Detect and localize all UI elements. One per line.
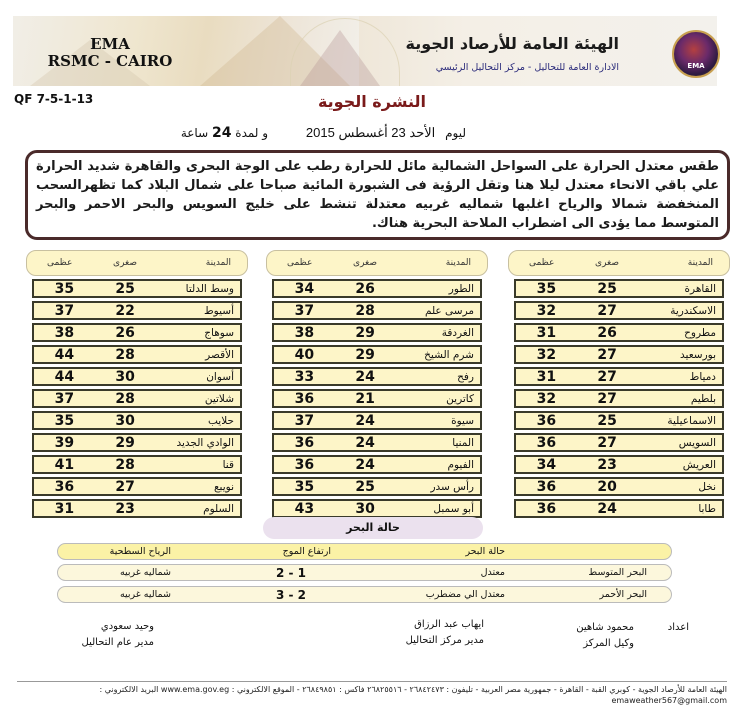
signature-name: وحيد سعودي [100, 621, 154, 632]
max-temp: 31 [536, 368, 557, 385]
city-name: وسط الدلتا [185, 282, 234, 295]
temperature-table-3 [26, 250, 248, 518]
max-temp: 36 [54, 478, 75, 495]
table-header [26, 250, 248, 276]
city-name: نويبع [213, 480, 234, 493]
date-line [181, 125, 466, 141]
header-max: عظمى [528, 258, 555, 268]
min-temp: 28 [115, 456, 135, 473]
min-temp: 27 [597, 368, 617, 385]
signature-block-3 [82, 619, 154, 651]
min-temp: 25 [355, 478, 375, 495]
max-temp: 37 [54, 390, 75, 407]
table-row [32, 389, 242, 408]
org-arabic-title: الهيئة العامة للأرصاد الجوية [405, 34, 619, 53]
table-row [514, 323, 724, 342]
city-name: الاسكندرية [670, 304, 716, 317]
city-name: القاهرة [684, 282, 716, 295]
city-name: حلايب [208, 414, 234, 427]
table-row [514, 345, 724, 364]
logo-text: EMA [687, 62, 705, 70]
table-row [514, 411, 724, 430]
max-temp: 40 [294, 346, 315, 363]
sea-wind: شماليه غربيه [119, 567, 171, 578]
table-row [514, 499, 724, 518]
min-temp: 24 [355, 434, 375, 451]
min-temp: 30 [115, 368, 135, 385]
table-row [272, 411, 482, 430]
max-temp: 37 [54, 302, 75, 319]
city-name: أبو سمبل [433, 502, 474, 515]
min-temp: 29 [355, 324, 375, 341]
max-temp: 33 [294, 368, 315, 385]
table-row [272, 477, 482, 496]
max-temp: 31 [54, 500, 75, 517]
min-temp: 29 [115, 434, 135, 451]
header-max: عظمى [286, 258, 313, 268]
max-temp: 36 [294, 434, 315, 451]
min-temp: 25 [597, 280, 617, 297]
city-name: قنا [222, 458, 234, 471]
city-name: شلاتين [204, 392, 234, 405]
header-min: صغرى [353, 258, 378, 268]
signature-name: ايهاب عبد الرزاق [414, 619, 484, 630]
table-header [508, 250, 730, 276]
signature-title: وكيل المركز [583, 638, 634, 649]
table-row [272, 499, 482, 518]
min-temp: 24 [597, 500, 617, 517]
document-title: النشرة الجوية [317, 92, 427, 111]
temperature-table-1 [508, 250, 730, 518]
max-temp: 38 [54, 324, 75, 341]
header-max: عظمى [46, 258, 73, 268]
max-temp: 31 [536, 324, 557, 341]
max-temp: 36 [536, 500, 557, 517]
min-temp: 25 [597, 412, 617, 429]
org-english-name [40, 36, 180, 70]
min-temp: 26 [115, 324, 135, 341]
table-header [266, 250, 488, 276]
max-temp: 44 [54, 346, 75, 363]
form-code: QF 7-5-1-13 [14, 92, 94, 106]
ema-logo-icon [672, 30, 720, 78]
max-temp: 39 [54, 434, 75, 451]
min-temp: 30 [115, 412, 135, 429]
min-temp: 20 [597, 478, 617, 495]
city-name: رأس سدر [430, 480, 474, 493]
sea-header-wind: الرياح السطحية [109, 546, 171, 557]
city-name: دمياط [689, 370, 716, 383]
city-name: العريش [682, 458, 716, 471]
duration-unit: ساعة [180, 126, 209, 140]
table-row [32, 499, 242, 518]
header-min: صغرى [595, 258, 620, 268]
table-row [272, 345, 482, 364]
max-temp: 36 [294, 390, 315, 407]
duration-value: 24 [211, 125, 232, 141]
min-temp: 24 [355, 456, 375, 473]
max-temp: 32 [536, 302, 557, 319]
city-name: سوهاج [204, 326, 234, 339]
min-temp: 21 [355, 390, 375, 407]
min-temp: 25 [115, 280, 135, 297]
table-row [514, 367, 724, 386]
min-temp: 27 [597, 346, 617, 363]
min-temp: 27 [597, 390, 617, 407]
org-english-line1: EMA [90, 35, 130, 53]
sea-table-header [57, 543, 672, 560]
max-temp: 32 [536, 390, 557, 407]
footer-contact: الهيئة العامة للأرصاد الجوية - كوبري القبة - القاهرة - جمهورية مصر العربية - تليفون : ٢٦٨٤٢٤٧٣ - ٢٦٨٢٥٥١٦ فاكس : ٢٦٨٤٩٨٥١ - الموقع الالكتروني : www.ema.gov.eg البريد الالكتروني : emaweather567@gmail.com [99, 685, 727, 705]
min-temp: 28 [355, 302, 375, 319]
signature-block-2 [406, 617, 484, 649]
city-name: شرم الشيخ [424, 348, 474, 361]
sea-region: البحر المتوسط [588, 567, 647, 578]
max-temp: 32 [536, 346, 557, 363]
sea-table-row [57, 586, 672, 603]
signature-title: مدير مركز التحاليل [405, 635, 484, 646]
city-name: بلطيم [690, 392, 716, 405]
max-temp: 35 [294, 478, 315, 495]
table-row [272, 455, 482, 474]
city-name: مطروح [684, 326, 716, 339]
max-temp: 37 [294, 302, 315, 319]
max-temp: 36 [294, 456, 315, 473]
city-name: الفيوم [447, 458, 474, 471]
max-temp: 38 [294, 324, 315, 341]
max-temp: 34 [536, 456, 557, 473]
min-temp: 26 [597, 324, 617, 341]
header-city: المدينة [445, 258, 471, 268]
header-min: صغرى [113, 258, 138, 268]
min-temp: 27 [597, 434, 617, 451]
max-temp: 36 [536, 434, 557, 451]
table-row [272, 433, 482, 452]
header-city: المدينة [687, 258, 713, 268]
table-row [32, 411, 242, 430]
table-row [32, 455, 242, 474]
table-row [272, 279, 482, 298]
city-name: سيوة [451, 414, 474, 427]
org-arabic-subtitle: الادارة العامة للتحاليل - مركز التحاليل الرئيسي [435, 62, 619, 73]
min-temp: 28 [115, 390, 135, 407]
org-english-line2: RSMC - CAIRO [47, 52, 173, 70]
max-temp: 44 [54, 368, 75, 385]
min-temp: 30 [355, 500, 375, 517]
signature-block-1 [576, 620, 634, 652]
table-row [32, 345, 242, 364]
temperature-table-2 [266, 250, 488, 518]
table-row [32, 279, 242, 298]
signature-title: مدير عام التحاليل [81, 637, 154, 648]
min-temp: 28 [115, 346, 135, 363]
sea-state: معتدل الي مضطرب [425, 589, 505, 600]
sea-wave: 3 - 2 [275, 587, 307, 602]
duration-prefix: و لمدة [235, 126, 269, 140]
prepared-by-label: اعداد [667, 622, 689, 633]
sea-state: معتدل [480, 567, 505, 578]
footer-divider [17, 681, 727, 682]
max-temp: 35 [54, 412, 75, 429]
table-row [514, 477, 724, 496]
table-row [32, 323, 242, 342]
table-row [32, 367, 242, 386]
sea-region: البحر الأحمر [599, 589, 647, 600]
min-temp: 26 [355, 280, 375, 297]
city-name: أسيوط [203, 304, 234, 317]
city-name: الطور [448, 282, 474, 295]
max-temp: 43 [294, 500, 315, 517]
min-temp: 24 [355, 368, 375, 385]
city-name: الاسماعيلية [667, 414, 716, 427]
max-temp: 37 [294, 412, 315, 429]
table-row [32, 477, 242, 496]
city-name: كاترين [446, 392, 474, 405]
sea-wind: شماليه غربيه [119, 589, 171, 600]
table-row [272, 323, 482, 342]
min-temp: 23 [597, 456, 617, 473]
table-row [514, 279, 724, 298]
sea-header-state: حالة البحر [465, 546, 505, 557]
city-name: الوادي الجديد [176, 436, 234, 449]
max-temp: 34 [294, 280, 315, 297]
city-name: أسوان [206, 370, 234, 383]
max-temp: 35 [54, 280, 75, 297]
header-city: المدينة [205, 258, 231, 268]
table-row [32, 433, 242, 452]
table-row [514, 455, 724, 474]
table-row [514, 389, 724, 408]
max-temp: 36 [536, 412, 557, 429]
table-row [514, 301, 724, 320]
min-temp: 29 [355, 346, 375, 363]
city-name: السلوم [203, 502, 234, 515]
min-temp: 23 [115, 500, 135, 517]
table-row [272, 301, 482, 320]
table-row [514, 433, 724, 452]
table-row [272, 367, 482, 386]
weather-summary: طقس معتدل الحرارة على السواحل الشمالية مائل للحرارة رطب على الوجة البحرى والقاهرة شديد الحرارة علي باقي الانحاء معتدل ليلا هنا وتقل الرؤية فى الشبورة المائية صباحا على شمال البلاد كما تظهرالسحب المنخفضة شمالا والرياح اغلبها شماليه غربيه معتدلة تنشط على خليج السويس والبحر الاحمر والبحر المتوسط مما يؤدى الى اضطراب الملاحة البحرية هناك. [25, 150, 730, 240]
max-temp: 36 [536, 478, 557, 495]
sea-header-wave: ارتفاع الموج [282, 546, 331, 557]
city-name: مرسى علم [424, 304, 474, 317]
city-name: رفح [457, 370, 474, 383]
sea-table-row [57, 564, 672, 581]
max-temp: 41 [54, 456, 75, 473]
min-temp: 27 [115, 478, 135, 495]
table-row [272, 389, 482, 408]
max-temp: 35 [536, 280, 557, 297]
city-name: نخل [698, 480, 716, 493]
city-name: المنيا [452, 436, 474, 449]
city-name: طابا [698, 502, 716, 515]
date-prefix: ليوم [445, 126, 466, 140]
sea-wave: 2 - 1 [275, 565, 307, 580]
city-name: الغردقة [441, 326, 474, 339]
date-value: الأحد 23 أغسطس 2015 [305, 125, 436, 140]
city-name: الأقصر [205, 348, 234, 361]
min-temp: 22 [115, 302, 135, 319]
city-name: بورسعيد [680, 348, 716, 361]
table-row [32, 301, 242, 320]
min-temp: 24 [355, 412, 375, 429]
min-temp: 27 [597, 302, 617, 319]
city-name: السويس [678, 436, 716, 449]
signature-name: محمود شاهين [576, 622, 634, 633]
sea-state-title: حالة البحر [263, 517, 483, 539]
